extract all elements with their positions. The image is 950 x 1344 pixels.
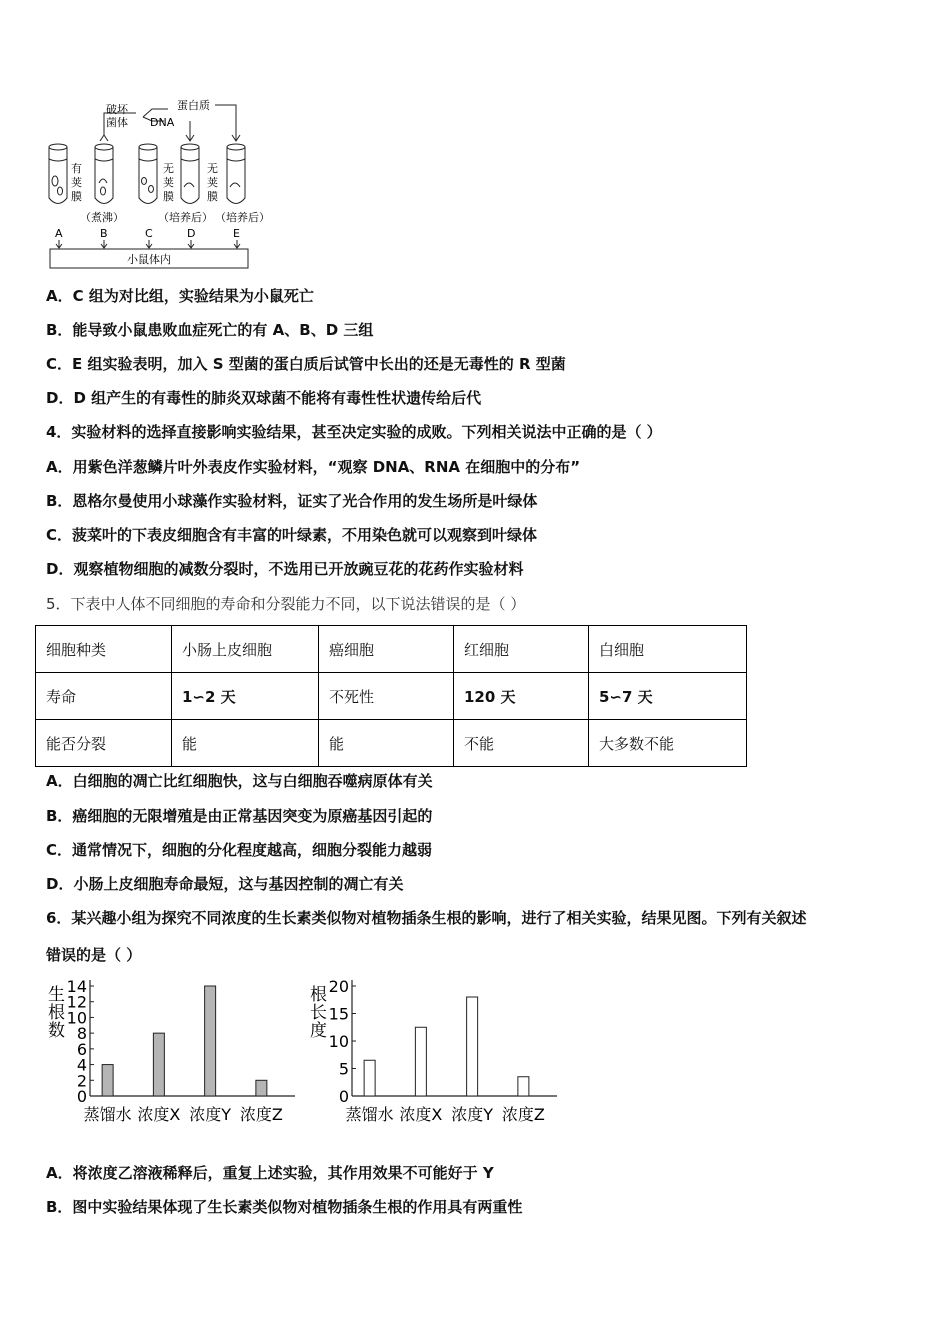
condition-d: （培养后） bbox=[158, 211, 213, 224]
y-tick-label: 10 bbox=[328, 1032, 349, 1051]
tube-c-label-2: 荚 bbox=[163, 176, 174, 189]
x-tick-label: 浓度X bbox=[137, 1105, 181, 1124]
q3-option-c: C．E 组实验表明，加入 S 型菌的蛋白质后试管中长出的还是无毒性的 R 型菌 bbox=[46, 355, 566, 373]
y-tick-label: 15 bbox=[328, 1004, 349, 1024]
x-tick-label: 浓度Z bbox=[501, 1105, 545, 1124]
bar bbox=[102, 1065, 113, 1096]
y-tick-label: 14 bbox=[66, 978, 87, 996]
q6-stem-line1: 6．某兴趣小组为探究不同浓度的生长素类似物对植物插条生根的影响，进行了相关实验，结果见图。下列有关叙述 bbox=[46, 909, 807, 927]
q6-option-b: B．图中实验结果体现了生长素类似物对植物插条生根的作用具有两重性 bbox=[46, 1198, 523, 1216]
bar bbox=[364, 1060, 375, 1096]
letter-c: C bbox=[145, 227, 153, 240]
q4-option-c: C．菠菜叶的下表皮细胞含有丰富的叶绿素，不用染色就可以观察到叶绿体 bbox=[46, 526, 538, 544]
q4-option-a: A．用紫色洋葱鳞片叶外表皮作实验材料，“观察 DNA、RNA 在细胞中的分布” bbox=[46, 458, 581, 476]
x-tick-label: 浓度Y bbox=[451, 1105, 494, 1124]
table-cell: 白细胞 bbox=[589, 626, 747, 673]
x-tick-label: 浓度Z bbox=[239, 1105, 283, 1124]
q5-stem: 5．下表中人体不同细胞的寿命和分裂能力不同，以下说法错误的是（ ） bbox=[46, 595, 526, 613]
y-tick-label: 0 bbox=[76, 1087, 87, 1106]
q4-option-b: B．恩格尔曼使用小球藻作实验材料，证实了光合作用的发生场所是叶绿体 bbox=[46, 492, 538, 510]
table-cell: 120 天 bbox=[454, 673, 589, 720]
q3-option-a: A．C 组为对比组，实验结果为小鼠死亡 bbox=[46, 287, 314, 305]
q6-stem-line2: 错误的是（ ） bbox=[46, 946, 142, 964]
tube-a bbox=[49, 144, 67, 204]
bar bbox=[467, 997, 478, 1096]
letter-e: E bbox=[233, 227, 240, 240]
tube-c-label-3: 膜 bbox=[163, 190, 174, 203]
q3-option-b: B．能导致小鼠患败血症死亡的有 A、B、D 三组 bbox=[46, 321, 374, 339]
tube-a-label-3: 膜 bbox=[71, 190, 82, 203]
condition-b: （煮沸） bbox=[80, 211, 124, 224]
bar bbox=[256, 1080, 267, 1096]
tube-a-label-1: 有 bbox=[71, 162, 82, 175]
label-destroy: 破坏 bbox=[106, 103, 128, 116]
x-tick-label: 浓度X bbox=[399, 1105, 443, 1124]
q5-option-a: A．白细胞的凋亡比红细胞快，这与白细胞吞噬病原体有关 bbox=[46, 772, 433, 790]
y-axis-label-char: 根 bbox=[310, 985, 327, 1005]
q5-option-d: D．小肠上皮细胞寿命最短，这与基因控制的凋亡有关 bbox=[46, 875, 404, 893]
label-dna: DNA bbox=[150, 116, 175, 129]
condition-e: （培养后） bbox=[215, 211, 270, 224]
y-tick-label: 2 bbox=[76, 1071, 87, 1091]
tube-b bbox=[95, 144, 113, 204]
y-tick-label: 6 bbox=[76, 1039, 87, 1059]
table-cell: 红细胞 bbox=[454, 626, 589, 673]
q5-option-c: C．通常情况下，细胞的分化程度越高，细胞分裂能力越弱 bbox=[46, 841, 433, 859]
tube-c bbox=[139, 144, 157, 204]
x-tick-label: 蒸馏水 bbox=[345, 1105, 394, 1124]
table-cell: 5∽7 天 bbox=[589, 673, 747, 720]
table-cell: 能 bbox=[172, 720, 319, 767]
bar bbox=[415, 1027, 426, 1096]
table-cell: 能否分裂 bbox=[36, 720, 172, 767]
label-protein: 蛋白质 bbox=[177, 99, 210, 112]
cell-lifespan-table bbox=[35, 625, 747, 767]
chart-rooting-number bbox=[40, 978, 305, 1133]
y-axis-label-char: 度 bbox=[310, 1021, 327, 1041]
y-axis-label-char: 长 bbox=[310, 1003, 327, 1023]
y-axis-label-char: 生 bbox=[48, 985, 65, 1005]
y-tick-label: 8 bbox=[76, 1024, 87, 1044]
letter-b: B bbox=[100, 227, 108, 240]
y-tick-label: 5 bbox=[338, 1059, 349, 1079]
y-tick-label: 10 bbox=[66, 1008, 87, 1028]
q5-option-b: B．癌细胞的无限增殖是由正常基因突变为原癌基因引起的 bbox=[46, 807, 433, 825]
x-tick-label: 浓度Y bbox=[189, 1105, 232, 1124]
letter-d: D bbox=[187, 227, 196, 240]
q3-option-d: D．D 组产生的有毒性的肺炎双球菌不能将有毒性性状遗传给后代 bbox=[46, 389, 482, 407]
tube-c-label-1: 无 bbox=[163, 162, 174, 175]
table-cell: 大多数不能 bbox=[589, 720, 747, 767]
letter-a: A bbox=[55, 227, 63, 240]
tube-e bbox=[227, 144, 245, 204]
tube-d bbox=[181, 144, 199, 204]
y-tick-label: 0 bbox=[338, 1087, 349, 1106]
tube-a-label-2: 荚 bbox=[71, 176, 82, 189]
q6-option-a: A．将浓度乙溶液稀释后，重复上述实验，其作用效果不可能好于 Y bbox=[46, 1164, 494, 1182]
table-row bbox=[36, 720, 747, 767]
bar bbox=[205, 986, 216, 1096]
table-row bbox=[36, 673, 747, 720]
q4-option-d: D．观察植物细胞的减数分裂时，不选用已开放豌豆花的花药作实验材料 bbox=[46, 560, 524, 578]
x-tick-label: 蒸馏水 bbox=[83, 1105, 132, 1124]
table-cell: 癌细胞 bbox=[319, 626, 454, 673]
bar bbox=[153, 1033, 164, 1096]
table-cell: 寿命 bbox=[36, 673, 172, 720]
y-tick-label: 20 bbox=[328, 978, 349, 996]
table-cell: 细胞种类 bbox=[36, 626, 172, 673]
experiment-figure bbox=[40, 95, 285, 275]
tube-e-label-3: 膜 bbox=[207, 190, 218, 203]
mouse-box-label: 小鼠体内 bbox=[127, 253, 171, 266]
label-body: 菌体 bbox=[106, 116, 128, 129]
y-tick-label: 12 bbox=[66, 992, 87, 1012]
table-cell: 不能 bbox=[454, 720, 589, 767]
table-row bbox=[36, 626, 747, 673]
y-tick-label: 4 bbox=[76, 1055, 87, 1075]
table-cell: 1∽2 天 bbox=[172, 673, 319, 720]
table-cell: 能 bbox=[319, 720, 454, 767]
bar bbox=[518, 1077, 529, 1096]
q4-stem: 4．实验材料的选择直接影响实验结果，甚至决定实验的成败。下列相关说法中正确的是（ ） bbox=[46, 423, 662, 441]
chart-root-length bbox=[302, 978, 567, 1133]
y-axis-label-char: 数 bbox=[48, 1021, 65, 1041]
table-cell: 不死性 bbox=[319, 673, 454, 720]
table-cell: 小肠上皮细胞 bbox=[172, 626, 319, 673]
y-axis-label-char: 根 bbox=[48, 1003, 65, 1023]
tube-e-label-1: 无 bbox=[207, 162, 218, 175]
tube-e-label-2: 荚 bbox=[207, 176, 218, 189]
